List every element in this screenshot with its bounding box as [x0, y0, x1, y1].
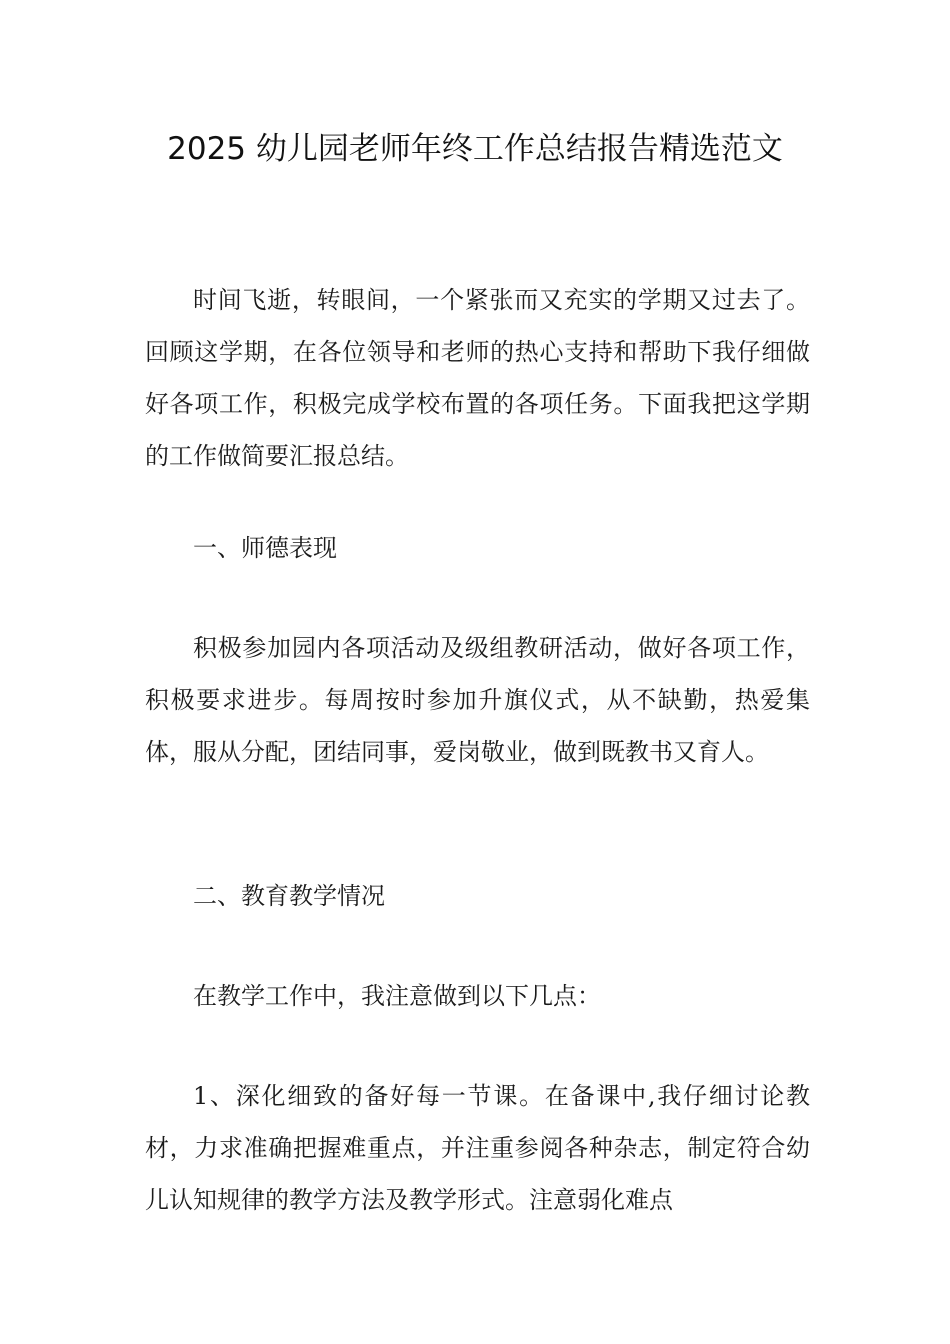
section-heading-ethics: 一、师德表现 — [193, 534, 337, 562]
document-title: 2025 幼儿园老师年终工作总结报告精选范文 — [167, 131, 783, 167]
section-heading-teaching: 二、教育教学情况 — [193, 882, 385, 910]
teaching-point-1-paragraph: 1、深化细致的备好每一节课。在备课中,我仔细讨论教材，力求准确把握难重点，并注重参阅各种杂志，制定符合幼儿认知规律的教学方法及教学形式。注意弱化难点 — [145, 1082, 810, 1214]
teaching-intro-paragraph: 在教学工作中，我注意做到以下几点： — [193, 982, 601, 1010]
ethics-paragraph: 积极参加园内各项活动及级组教研活动，做好各项工作，积极要求进步。每周按时参加升旗仪式，从不缺勤，热爱集体，服从分配，团结同事，爱岗敬业，做到既教书又育人。 — [145, 634, 810, 766]
intro-paragraph: 时间飞逝，转眼间，一个紧张而又充实的学期又过去了。回顾这学期，在各位领导和老师的热心支持和帮助下我仔细做好各项工作，积极完成学校布置的各项任务。下面我把这学期的工作做简要汇报总结。 — [145, 286, 810, 470]
